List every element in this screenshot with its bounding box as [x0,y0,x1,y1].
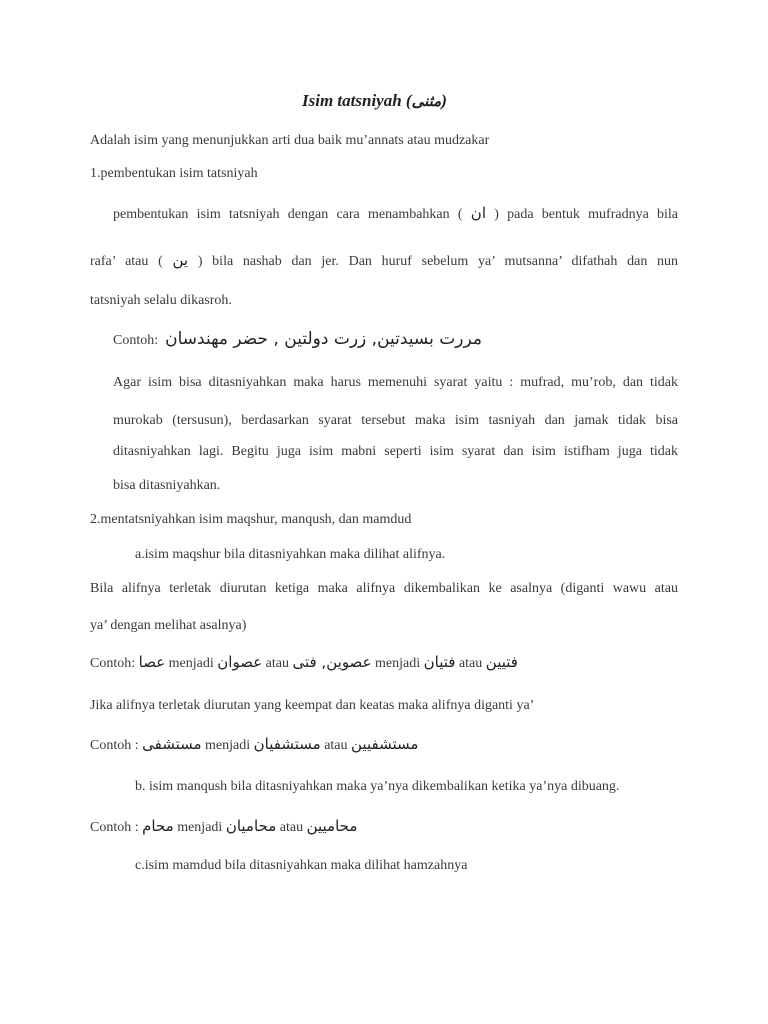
example-arabic: مررت بسيدتين, زرت دولتين , حضر مهندسان [165,329,482,349]
title-text: Isim tatsniyah ( [302,91,412,110]
text: pembentukan isim tatsniyah dengan cara menambahkan ( [113,207,463,222]
arabic-word: مستشفى [142,735,202,753]
example-label: Contoh : [90,738,139,753]
text: atau [324,738,348,753]
text: atau [279,820,304,835]
maqshur-example1 [90,653,518,673]
section1-heading: 1.pembentukan isim tatsniyah [90,166,258,181]
definition: Adalah isim yang menunjukkan arti dua baik mu’annats atau mudzakar [90,133,490,148]
arabic-word: عصا [138,653,166,671]
syarat-line: murokab (tersusun), berdasarkan syarat tersebut maka isim tasniyah dan jamak tidak bisa [113,413,678,428]
arabic-word: مستشفيان [253,735,321,753]
arabic-word: عصوان [217,653,263,671]
arabic-word: فتيين [485,653,518,671]
example-label: Contoh : [90,820,139,835]
syarat-line: ditasniyahkan lagi. Begitu juga isim mabni seperti isim syarat dan isim istifham juga tidak [113,444,678,459]
manqush-heading: b. isim manqush bila ditasniyahkan maka ya’nya dikembalikan ketika ya’nya dibuang. [135,779,620,794]
maqshur-heading: a.isim maqshur bila ditasniyahkan maka dilihat alifnya. [135,547,446,562]
syarat-line: Agar isim bisa ditasniyahkan maka harus memenuhi syarat yaitu : mufrad, mu’rob, dan tidak [113,375,678,390]
mamdud-heading: c.isim mamdud bila ditasniyahkan maka dilihat hamzahnya [135,858,468,873]
s1-paragraph-line3: tatsniyah selalu dikasroh. [90,293,232,308]
s1-paragraph-line2 [90,251,678,271]
page-title [302,92,447,110]
title-close: ) [441,91,447,110]
text: menjadi [205,738,251,753]
text: atau [458,656,483,671]
maqshur-example2 [90,735,418,755]
manqush-example [90,817,357,837]
maqshur-line3: Jika alifnya terletak diurutan yang keempat dan keatas maka alifnya diganti ya’ [90,698,535,713]
s1-example [113,330,482,350]
arabic-yn: ين [172,251,189,269]
text: rafa’ atau ( [90,254,163,269]
maqshur-line1: Bila alifnya terletak diurutan ketiga maka alifnya dikembalikan ke asalnya (diganti wawu atau [90,581,678,596]
maqshur-line2: ya’ dengan melihat asalnya) [90,618,247,633]
arabic-word: فتيان [423,653,456,671]
text: menjadi [177,820,223,835]
arabic-word: مستشفيين [351,735,419,753]
arabic-word: عصوين, فتى [292,653,372,671]
arabic-word: محاميين [306,817,358,835]
text: atau [265,656,289,671]
arabic-word: محاميان [225,817,277,835]
text: ) pada bentuk mufradnya bila [494,207,679,222]
text: menjadi [375,656,421,671]
section2-heading: 2.mentatsniyahkan isim maqshur, manqush, dan mamdud [90,512,412,527]
example-label: Contoh: [90,656,136,671]
title-arabic: مثنى [411,92,442,110]
example-label: Contoh: [113,333,159,348]
text: menjadi [168,656,214,671]
syarat-line: bisa ditasniyahkan. [113,478,221,493]
text: ) bila nashab dan jer. Dan huruf sebelum ya’ mutsanna’ difathah dan nun [197,254,679,269]
arabic-an: ان [470,204,486,222]
s1-paragraph-line1 [113,204,678,224]
arabic-word: محام [142,817,174,835]
